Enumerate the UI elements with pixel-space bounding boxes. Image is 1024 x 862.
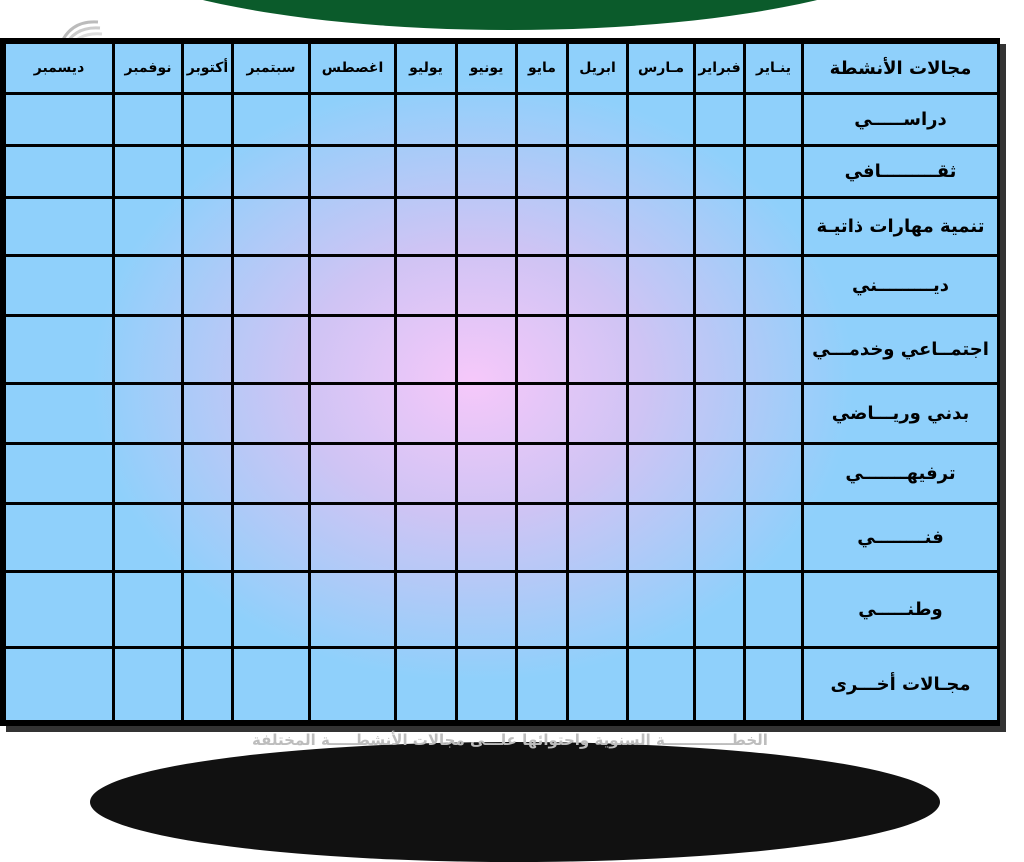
schedule-cell	[628, 256, 695, 316]
table-row	[5, 94, 999, 146]
month-header: نوفمبر	[114, 43, 183, 94]
schedule-cell	[114, 256, 183, 316]
schedule-cell	[695, 572, 745, 648]
table-row	[5, 504, 999, 572]
schedule-cell	[517, 146, 568, 198]
schedule-cell	[457, 572, 517, 648]
schedule-cell	[568, 94, 628, 146]
schedule-cell	[517, 256, 568, 316]
category-label: فنــــــــي	[803, 504, 999, 572]
schedule-cell	[745, 444, 803, 504]
schedule-cell	[5, 94, 114, 146]
schedule-cell	[628, 94, 695, 146]
schedule-cell	[628, 316, 695, 384]
schedule-cell	[114, 198, 183, 256]
table-row	[5, 256, 999, 316]
schedule-cell	[183, 256, 233, 316]
schedule-cell	[114, 504, 183, 572]
schedule-cell	[114, 94, 183, 146]
schedule-cell	[233, 146, 310, 198]
schedule-cell	[183, 198, 233, 256]
schedule-cell	[183, 146, 233, 198]
schedule-cell	[396, 256, 457, 316]
schedule-cell	[114, 444, 183, 504]
schedule-cell	[695, 384, 745, 444]
schedule-cell	[5, 146, 114, 198]
schedule-cell	[183, 384, 233, 444]
month-header: يوليو	[396, 43, 457, 94]
schedule-cell	[568, 384, 628, 444]
schedule-cell	[183, 94, 233, 146]
schedule-cell	[396, 572, 457, 648]
schedule-cell	[114, 572, 183, 648]
schedule-cell	[5, 256, 114, 316]
schedule-cell	[183, 444, 233, 504]
schedule-cell	[745, 94, 803, 146]
category-label: ديـــــــــني	[803, 256, 999, 316]
schedule-cell	[745, 256, 803, 316]
month-header: فبراير	[695, 43, 745, 94]
schedule-cell	[628, 444, 695, 504]
category-label: ترفيهـــــــي	[803, 444, 999, 504]
month-header: سبتمبر	[233, 43, 310, 94]
schedule-cell	[5, 316, 114, 384]
table-row	[5, 198, 999, 256]
schedule-cell	[183, 504, 233, 572]
month-header: مـارس	[628, 43, 695, 94]
schedule-cell	[114, 146, 183, 198]
schedule-cell	[114, 384, 183, 444]
schedule-cell	[183, 572, 233, 648]
schedule-cell	[745, 198, 803, 256]
month-header: اغصطس	[310, 43, 396, 94]
schedule-cell	[568, 648, 628, 722]
schedule-cell	[628, 384, 695, 444]
month-header: ينـاير	[745, 43, 803, 94]
schedule-cell	[396, 146, 457, 198]
schedule-cell	[745, 316, 803, 384]
schedule-cell	[457, 94, 517, 146]
schedule-cell	[310, 316, 396, 384]
schedule-cell	[5, 572, 114, 648]
schedule-cell	[517, 316, 568, 384]
category-label: تنمية مهارات ذاتيـة	[803, 198, 999, 256]
schedule-cell	[310, 146, 396, 198]
schedule-cell	[396, 504, 457, 572]
month-header: يونيو	[457, 43, 517, 94]
category-label: بدني وريـــاضي	[803, 384, 999, 444]
schedule-cell	[233, 572, 310, 648]
schedule-cell	[517, 648, 568, 722]
table-row	[5, 146, 999, 198]
schedule-cell	[628, 504, 695, 572]
schedule-cell	[695, 198, 745, 256]
activity-plan-table	[0, 38, 1000, 726]
schedule-cell	[457, 198, 517, 256]
table-row	[5, 444, 999, 504]
schedule-cell	[310, 384, 396, 444]
schedule-cell	[5, 198, 114, 256]
schedule-cell	[5, 384, 114, 444]
schedule-cell	[568, 504, 628, 572]
schedule-cell	[396, 648, 457, 722]
category-column-header: مجالات الأنشطة	[803, 43, 999, 94]
schedule-cell	[396, 316, 457, 384]
schedule-cell	[233, 648, 310, 722]
schedule-cell	[568, 146, 628, 198]
schedule-cell	[628, 572, 695, 648]
schedule-cell	[745, 504, 803, 572]
month-header: ديسمبر	[5, 43, 114, 94]
schedule-cell	[517, 94, 568, 146]
schedule-cell	[457, 146, 517, 198]
schedule-cell	[310, 648, 396, 722]
schedule-cell	[183, 648, 233, 722]
schedule-cell	[745, 648, 803, 722]
category-label: اجتمــاعي وخدمـــي	[803, 316, 999, 384]
table-row	[5, 384, 999, 444]
schedule-cell	[233, 316, 310, 384]
schedule-cell	[695, 94, 745, 146]
schedule-cell	[568, 316, 628, 384]
schedule-cell	[517, 384, 568, 444]
schedule-cell	[628, 648, 695, 722]
schedule-cell	[568, 256, 628, 316]
schedule-cell	[695, 648, 745, 722]
schedule-cell	[114, 648, 183, 722]
schedule-cell	[517, 444, 568, 504]
category-label: وطنـــــي	[803, 572, 999, 648]
schedule-cell	[745, 572, 803, 648]
schedule-cell	[695, 316, 745, 384]
schedule-cell	[396, 384, 457, 444]
schedule-cell	[695, 444, 745, 504]
schedule-cell	[5, 444, 114, 504]
schedule-cell	[396, 94, 457, 146]
schedule-cell	[310, 198, 396, 256]
schedule-cell	[310, 94, 396, 146]
schedule-cell	[695, 256, 745, 316]
schedule-cell	[745, 384, 803, 444]
header-row	[5, 43, 999, 94]
schedule-cell	[183, 316, 233, 384]
schedule-cell	[310, 256, 396, 316]
schedule-cell	[5, 504, 114, 572]
schedule-cell	[114, 316, 183, 384]
schedule-cell	[233, 94, 310, 146]
schedule-cell	[517, 572, 568, 648]
table-row	[5, 316, 999, 384]
schedule-cell	[628, 146, 695, 198]
schedule-cell	[233, 198, 310, 256]
schedule-cell	[628, 198, 695, 256]
slide-caption: الخطـــــــــــــة السنوية واحتوائها علـــى مجالات الأنشطـــــة المختلفة	[252, 731, 768, 749]
schedule-cell	[233, 444, 310, 504]
category-label: ثقـــــــــافي	[803, 146, 999, 198]
schedule-cell	[457, 316, 517, 384]
schedule-cell	[310, 572, 396, 648]
month-header: أكتوبر	[183, 43, 233, 94]
table-row	[5, 648, 999, 722]
category-label: مجـالات أخـــرى	[803, 648, 999, 722]
schedule-cell	[233, 256, 310, 316]
schedule-cell	[568, 444, 628, 504]
schedule-cell	[517, 504, 568, 572]
table-row	[5, 572, 999, 648]
schedule-cell	[745, 146, 803, 198]
schedule-cell	[457, 384, 517, 444]
bottom-decorative-band	[90, 742, 940, 862]
schedule-cell	[310, 444, 396, 504]
month-header: ابريل	[568, 43, 628, 94]
schedule-cell	[5, 648, 114, 722]
schedule-cell	[457, 256, 517, 316]
schedule-cell	[695, 146, 745, 198]
schedule-cell	[568, 572, 628, 648]
schedule-cell	[517, 198, 568, 256]
schedule-cell	[396, 444, 457, 504]
schedule-cell	[695, 504, 745, 572]
schedule-cell	[457, 504, 517, 572]
plan-grid	[3, 41, 1000, 723]
schedule-cell	[310, 504, 396, 572]
top-decorative-band	[80, 0, 940, 30]
schedule-cell	[457, 444, 517, 504]
schedule-cell	[233, 384, 310, 444]
schedule-cell	[396, 198, 457, 256]
schedule-cell	[568, 198, 628, 256]
schedule-cell	[457, 648, 517, 722]
category-label: دراســـــي	[803, 94, 999, 146]
month-header: مايو	[517, 43, 568, 94]
schedule-cell	[233, 504, 310, 572]
